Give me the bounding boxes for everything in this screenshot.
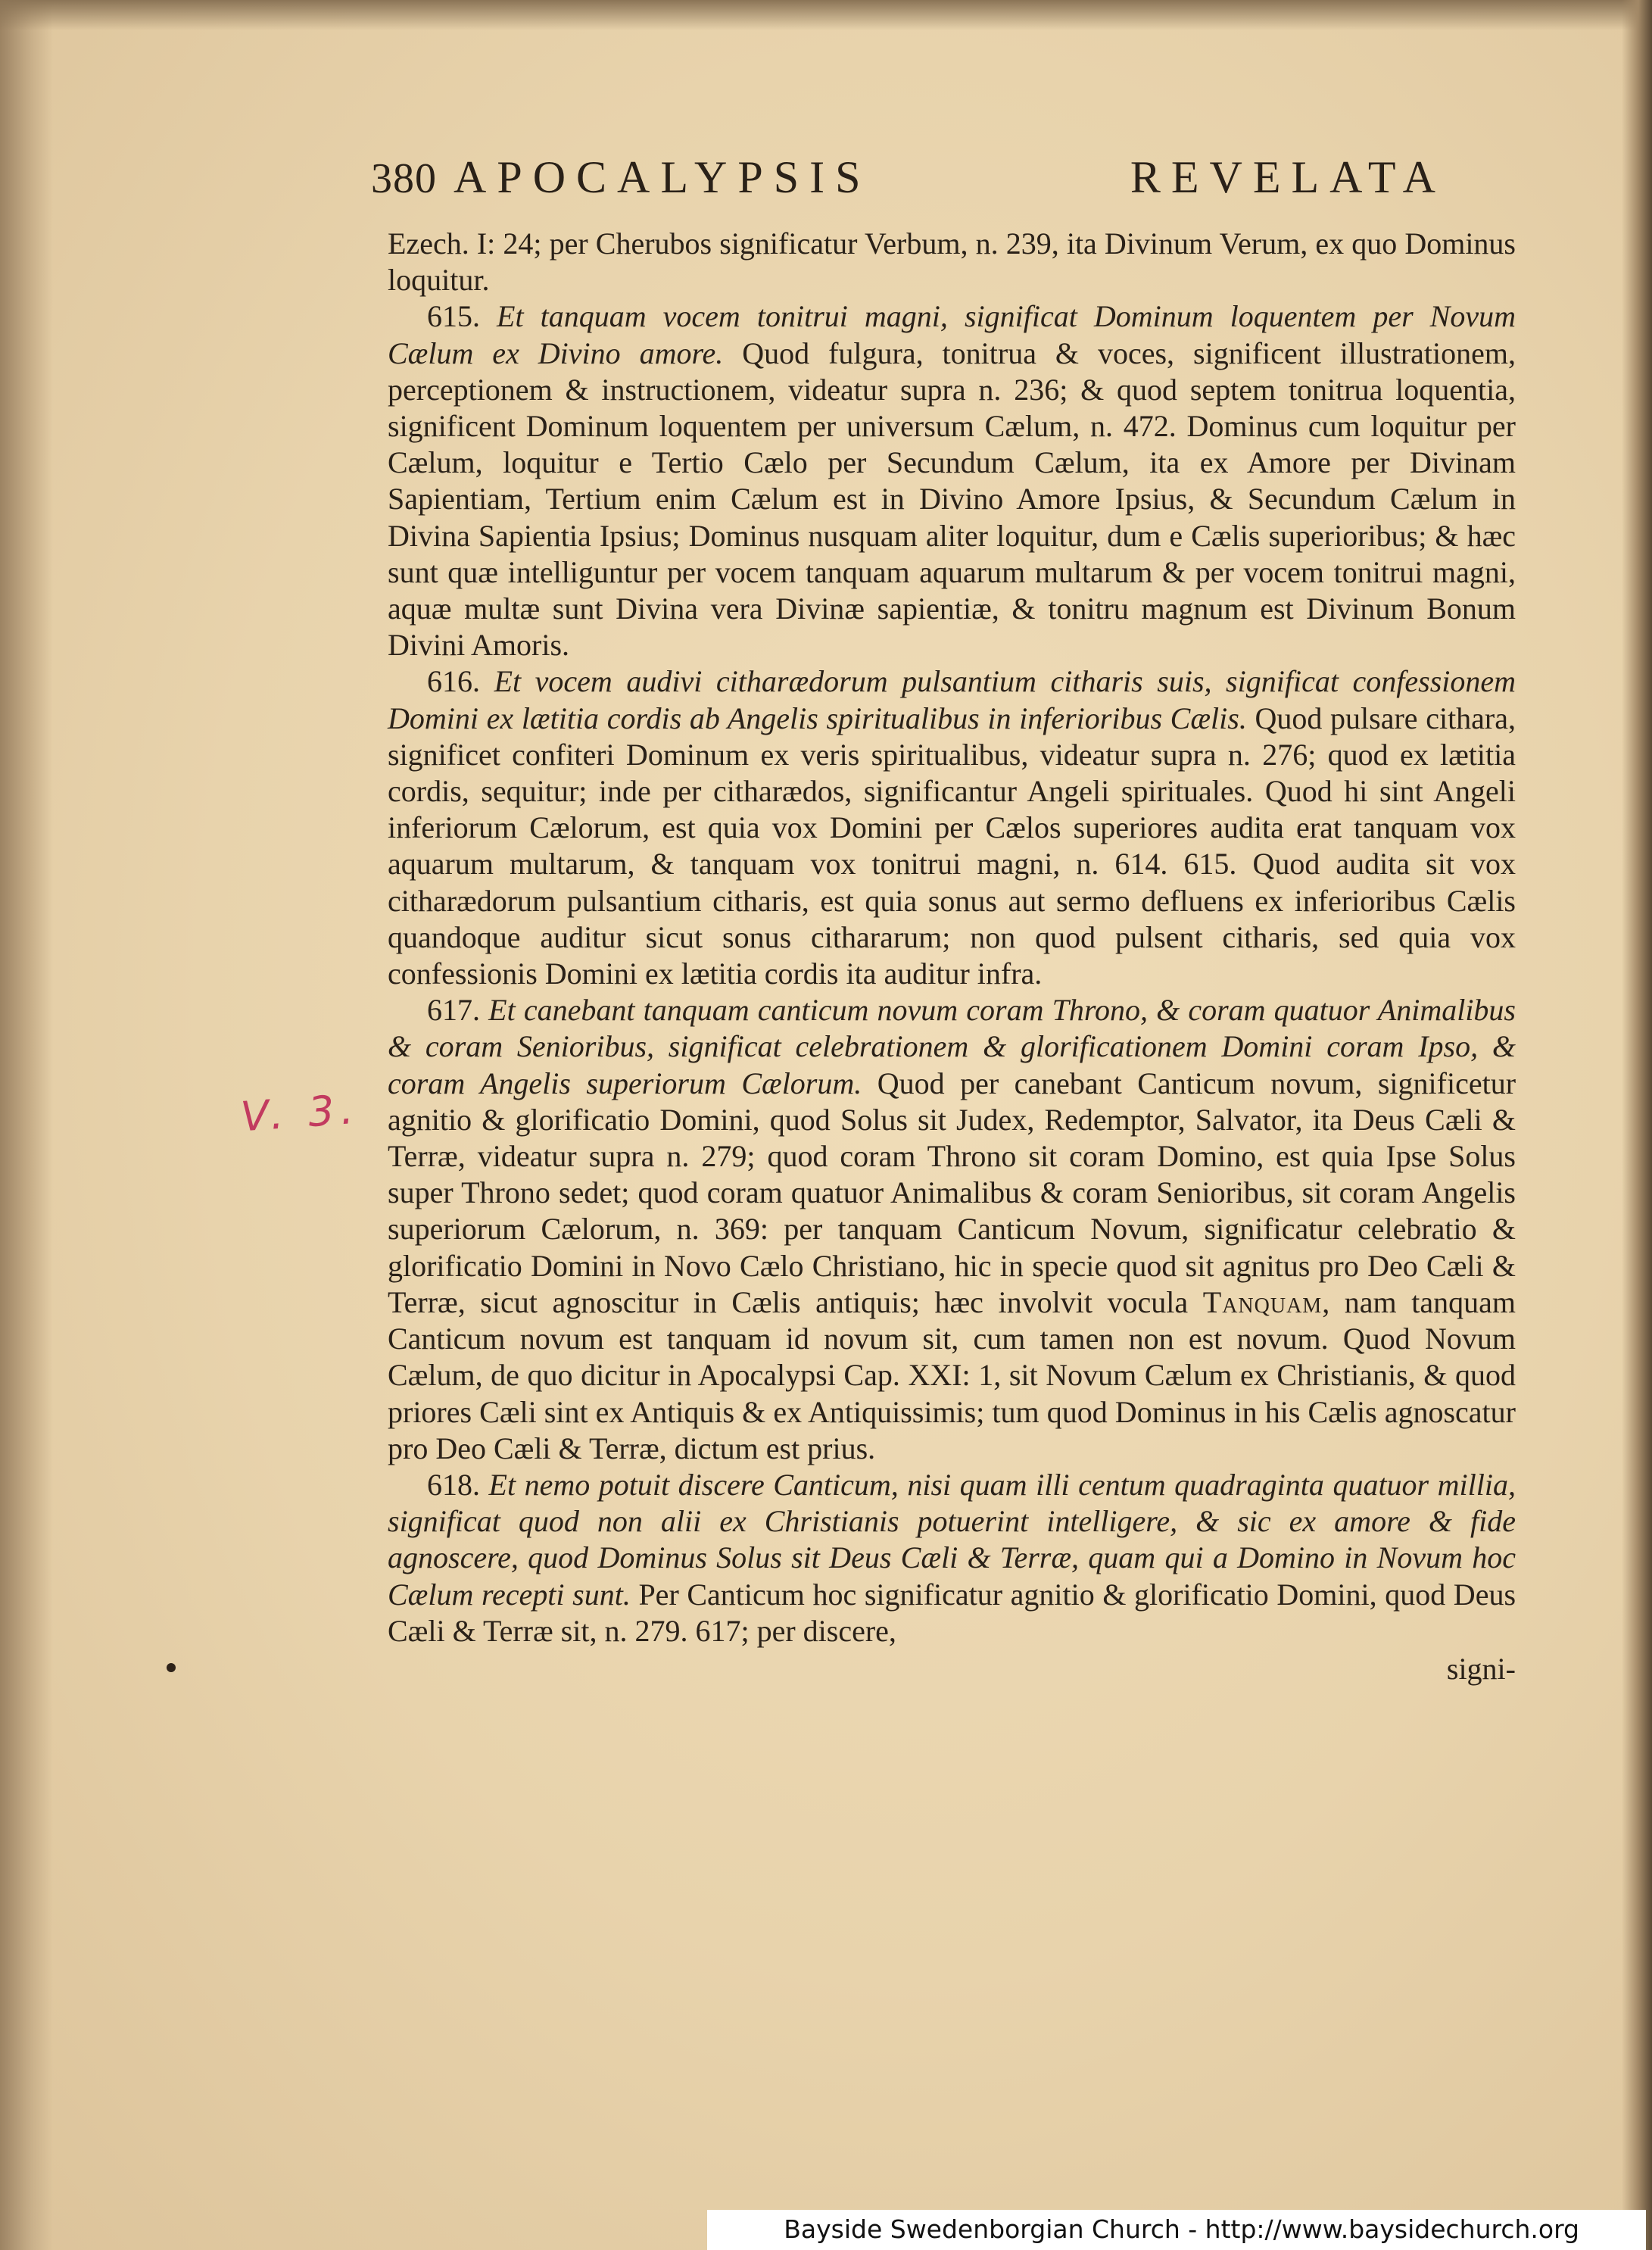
catchword: signi- xyxy=(1446,1651,1516,1686)
paragraph-615 xyxy=(388,298,1516,663)
smallcaps-word: Tanquam xyxy=(1202,1284,1323,1319)
page-binding-shadow xyxy=(0,0,53,2250)
opening-text: Ezech. I: 24; per Cherubos significatur Verbum, n. 239, ita Divinum Verum, ex quo Dominus loquitur. xyxy=(388,226,1516,298)
paragraph-text: Quod per canebant Canticum novum, significetur agnitio & glorificatio Domini, quod Solus sit Judex, Redemptor, Salvator, ita Deus Cæli & Terræ, videatur supra n. 279; quod coram Throno sit coram Domino, est quia Ipse Solus super Throno sedet; quod coram quatuor Animalibus & coram Senioribus, sit coram Angelis superiorum Cælorum, n. 369: per tanquam Canticum Novum, significatur celebratio & glorificatio Domini in Novo Cælo Christiano, hic in specie quod sit agnitus pro Deo Cæli & Terræ, sicut agnoscitur in Cælis antiquis; hæc involvit vocula xyxy=(388,1066,1516,1319)
paragraph-number: 617. xyxy=(427,993,480,1028)
paragraph-618 xyxy=(388,1467,1516,1649)
margin-annotation: V. 3. xyxy=(238,1084,361,1141)
page-number: 380 xyxy=(371,155,437,202)
paragraph-number: 615. xyxy=(427,299,480,334)
page-top-edge xyxy=(0,0,1652,30)
paragraph-617 xyxy=(388,992,1516,1467)
watermark-banner xyxy=(707,2210,1646,2250)
ink-spot xyxy=(167,1663,176,1672)
page-header xyxy=(371,151,1446,204)
paragraph-text-continued: , nam tanquam Canticum novum est tanquam id novum sit, cum tamen non est novum. Quod Novum Cælum, de quo dicitur in Apocalypsi Cap. XXI: 1, sit Novum Cælum ex Christianis, & quod priores Cæli sint ex Antiquis & ex Antiquissimis; tum quod Dominus in his Cælis agnoscatur pro Deo Cæli & Terræ, dictum est prius. xyxy=(388,1284,1516,1465)
paragraph-text: Per Canticum hoc significatur agnitio & glorificatio Domini, quod Deus Cæli & Terræ sit, n. 279. 617; per discere, xyxy=(388,1577,1516,1648)
paragraph-text: Quod fulgura, tonitrua & voces, significent illustrationem, perceptionem & instructionem, videatur supra n. 236; & quod septem tonitrua loquentia, significent Dominum loquentem per universum Cælum, n. 472. Dominus cum loquitur per Cælum, loquitur e Tertio Cælo per Secundum Cælum, ita ex Amore per Divinam Sapientiam, Tertium enim Cælum est in Divino Amore Ipsius, & Secundum Cælum in Divina Sapientia Ipsius; Dominus nusquam aliter loquitur, dum e Cælis superioribus; & hæc sunt quæ intelliguntur per vocem tanquam aquarum multarum & per vocem tonitrui magni, aquæ multæ sunt Divina vera Divinæ sapientiæ, & tonitru magnum est Divinum Bonum Divini Amoris. xyxy=(388,335,1516,663)
watermark-text: Bayside Swedenborgian Church - http://www.baysidechurch.org xyxy=(784,2214,1579,2244)
page-right-edge xyxy=(1622,0,1652,2250)
scripture-quote: Et tanquam vocem tonitrui magni, significat Dominum loquentem per Novum Cælum ex Divino amore. xyxy=(388,299,1516,370)
scripture-quote: Et vocem audivi citharædorum pulsantium citharis suis, significat confessionem Domini ex lætitia cordis ab Angelis spiritualibus in inferioribus Cælis. xyxy=(388,664,1516,735)
paragraph-number: 618. xyxy=(427,1467,480,1502)
scripture-quote: Et nemo potuit discere Canticum, nisi quam illi centum quadraginta quatuor millia, significat quod non alii ex Christianis potuerint intelligere, & sic ex amore & fide agnoscere, quod Dominus Solus sit Deus Cæli & Terræ, quam qui a Domino in Novum hoc Cælum recepti sunt. xyxy=(388,1467,1516,1612)
paragraph-number: 616. xyxy=(427,664,480,699)
page-body xyxy=(388,226,1516,1687)
paragraph-616 xyxy=(388,663,1516,992)
scripture-quote: Et canebant tanquam canticum novum coram Throno, & coram quatuor Animalibus & coram Senioribus, significat celebrationem & glorificationem Domini coram Ipso, & coram Angelis superiorum Cælorum. xyxy=(388,993,1516,1100)
paragraph-text: Quod pulsare cithara, significet confiteri Dominum ex veris spiritualibus, videatur supra n. 276; quod ex lætitia cordis, sequitur; inde per citharædos, significantur Angeli spirituales. Quod hi sint Angeli inferiorum Cælorum, est quia vox Domini per Cælos superiores audita erat tanquam vox aquarum multarum, & tanquam vox tonitrui magni, n. 614. 615. Quod audita sit vox citharædorum pulsantium citharis, est quia sonus aut sermo defluens ex inferioribus Cælis quandoque auditur sicut sonus cithararum; non quod pulsent citharis, sed quia vox confessionis Domini ex lætitia cordis ita auditur infra. xyxy=(388,701,1516,991)
running-head: APOCALYPSIS REVELATA xyxy=(454,152,1446,202)
